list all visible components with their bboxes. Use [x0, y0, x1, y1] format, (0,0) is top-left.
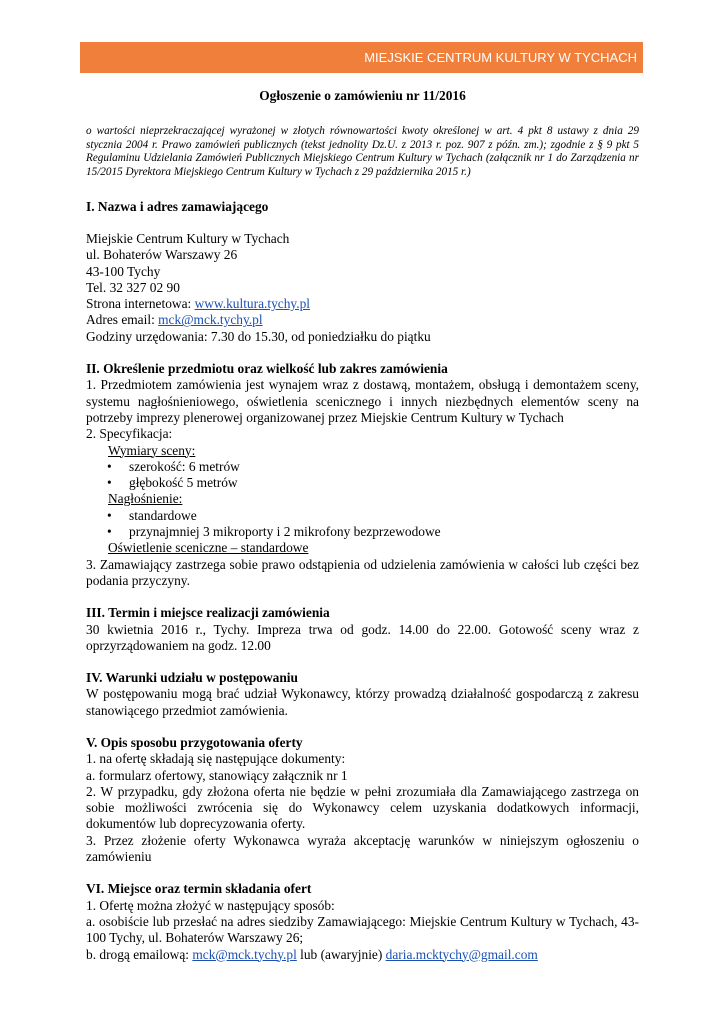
office-hours: Godziny urzędowania: 7.30 do 15.30, od poniedziałku do piątku — [86, 328, 431, 344]
email-link[interactable]: mck@mck.tychy.pl — [158, 312, 263, 328]
org-email-line — [86, 312, 639, 328]
backup-email-link[interactable]: daria.mcktychy@gmail.com — [385, 946, 538, 962]
section-5-line-1: 1. na ofertę składają się następujące dokumenty: — [86, 751, 346, 767]
section-4-heading: IV. Warunki udziału w postępowaniu — [86, 670, 298, 686]
section-6-line-1: 1. Ofertę można złożyć w następujący sposób: — [86, 897, 335, 913]
header-org-name: MIEJSKIE CENTRUM KULTURY W TYCHACH — [364, 50, 637, 65]
section-2-para-1: 1. Przedmiotem zamówienia jest wynajem wraz z dostawą, montażem, obsługą i demontażem sceny, systemu nagłośnieniowego, oświetlenia scenicznego i innych niezbędnych elementów sceny na potrzeby imprezy plenerowej organizowanej przez Miejskie Centrum Kultury w Tychach — [86, 377, 639, 425]
org-website-line — [86, 296, 639, 312]
org-street: ul. Bohaterów Warszawy 26 — [86, 247, 238, 263]
org-city: 43-100 Tychy — [86, 263, 161, 279]
section-2-para-2: 2. Specyfikacja: — [86, 426, 173, 442]
website-label: Strona internetowa: — [86, 296, 195, 312]
section-1 — [86, 199, 639, 345]
document-body — [86, 88, 639, 963]
lighting-label: Oświetlenie sceniczne – standardowe — [108, 540, 309, 556]
section-3-text: 30 kwietnia 2016 r., Tychy. Impreza trwa od godz. 14.00 do 22.00. Gotowość sceny wraz z oprzyrządowaniem na godz. 12.00 — [86, 621, 639, 653]
document-title: Ogłoszenie o zamówieniu nr 11/2016 — [259, 88, 466, 103]
section-5-line-3: 2. W przypadku, gdy złożona oferta nie będzie w pełni zrozumiała dla Zamawiającego zastrzega on sobie możliwości zwrócenia się do Wykonawcy celem uzyskania dodatkowych informacji, dokumentów lub doprecyzowania oferty. — [86, 783, 639, 832]
section-6-line-3 — [86, 947, 639, 963]
header-banner — [80, 42, 643, 73]
section-4 — [86, 670, 639, 719]
sound-label: Nagłośnienie: — [108, 491, 183, 507]
section-6-line-2: a. osobiście lub przesłać na adres siedziby Zamawiającego: Miejskie Centrum Kultury w Tychach, 43-100 Tychy, ul. Bohaterów Warszawy 26; — [86, 913, 639, 946]
stage-dimensions-list — [86, 459, 639, 492]
stage-dimensions-label: Wymiary sceny: — [108, 442, 196, 458]
section-6 — [86, 881, 639, 962]
section-3-heading: III. Termin i miejsce realizacji zamówienia — [86, 605, 330, 621]
section-2 — [86, 361, 639, 589]
section-4-text: W postępowaniu mogą brać udział Wykonawcy, którzy prowadzą działalność gospodarczą z zakresu stanowiącego przedmiot zamówienia. — [86, 686, 639, 718]
section-5-line-4: 3. Przez złożenie oferty Wykonawca wyraża akceptację warunków w niniejszym ogłoszeniu o zamówieniu — [86, 832, 639, 865]
list-item: • przynajmniej 3 mikroporty i 2 mikrofony bezprzewodowe — [129, 524, 639, 540]
website-link[interactable]: www.kultura.tychy.pl — [194, 296, 311, 312]
section-1-heading: I. Nazwa i adres zamawiającego — [86, 198, 269, 214]
list-item: • standardowe — [129, 508, 639, 524]
submission-email-link[interactable]: mck@mck.tychy.pl — [192, 946, 297, 962]
list-item: • głębokość 5 metrów — [129, 475, 639, 491]
email-method-mid: lub (awaryjnie) — [296, 946, 386, 962]
section-6-heading: VI. Miejsce oraz termin składania ofert — [86, 881, 312, 897]
section-2-para-3: 3. Zamawiający zastrzega sobie prawo odstąpienia od udzielenia zamówienia w całości lub części bez podania przyczyny. — [86, 556, 639, 588]
org-name: Miejskie Centrum Kultury w Tychach — [86, 230, 290, 246]
section-5-heading: V. Opis sposobu przygotowania oferty — [86, 734, 303, 750]
list-item: • szerokość: 6 metrów — [129, 459, 639, 475]
sound-list — [86, 508, 639, 541]
section-5-line-2: a. formularz ofertowy, stanowiący załącznik nr 1 — [86, 767, 348, 783]
email-label: Adres email: — [86, 312, 159, 328]
section-5 — [86, 735, 639, 865]
org-phone: Tel. 32 327 02 90 — [86, 279, 180, 295]
section-3 — [86, 605, 639, 654]
section-2-heading: II. Określenie przedmiotu oraz wielkość lub zakres zamówienia — [86, 361, 448, 377]
document-intro: o wartości nieprzekraczającej wyrażonej w złotych równowartości kwoty określonej w art. 4 pkt 8 ustawy z dnia 29 stycznia 2004 r. Prawo zamówień publicznych (tekst jednolity Dz.U. z 2013 r. poz. 907 z późn. zm.); zgodnie z § 9 pkt 5 Regulaminu Udzielania Zamówień Publicznych Miejskiego Centrum Kultury w Tychach (załącznik nr 1 do Zarządzenia nr 15/2015 Dyrektora Miejskiego Centrum Kultury w Tychach z 29 października 2015 r.) — [86, 125, 639, 179]
email-method-label: b. drogą emailową: — [86, 946, 193, 962]
